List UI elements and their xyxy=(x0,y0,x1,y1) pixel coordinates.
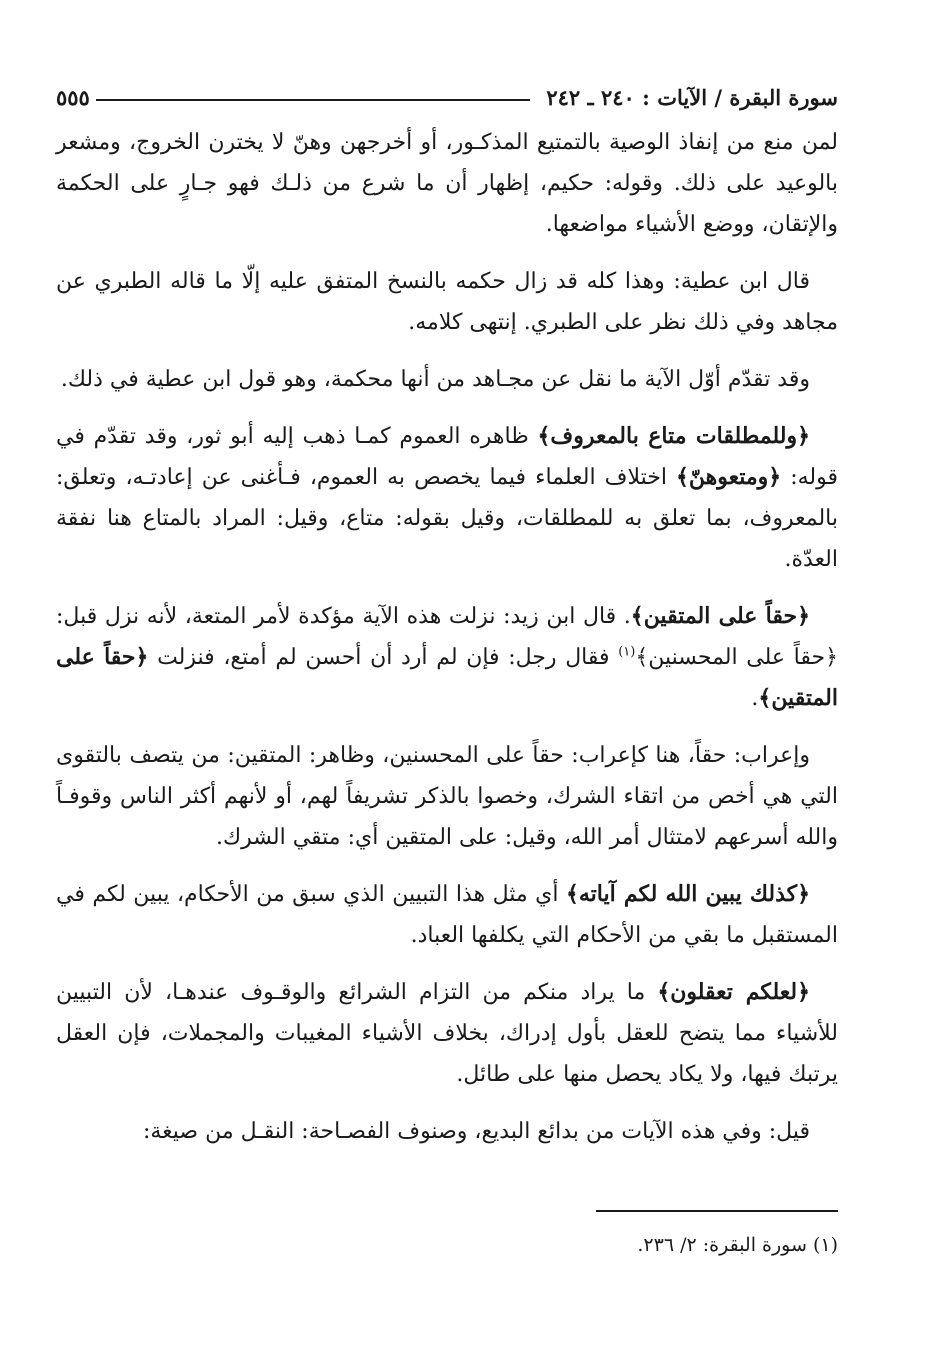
paragraph xyxy=(56,359,838,400)
surah-verses-title: سورة البقرة / الآيات : ٢٤٠ ـ ٢٤٢ xyxy=(536,85,838,110)
quran-quote: ﴿كذلك يبين الله لكم آياته﴾ xyxy=(565,881,810,907)
text-run: ما يراد منكم من التزام الشرائع والوقـوف عندهـا، لأن التبيين للأشياء مما يتضح للعقل بأول إدراك، بخلاف الأشياء المغيبات والمجملات، فإن العقل يرتبك فيها، ولا يكاد يحصل منها على طائل. xyxy=(56,980,838,1087)
text-run: قال ابن عطية: وهذا كله قد زال حكمه بالنسخ المتفق عليه إلّا ما قاله الطبري عن مجاهد وفي ذلك نظر على الطبري. إنتهى كلامه. xyxy=(56,269,838,335)
text-run: فقال رجل: فإن لم أرد أن أحسن لم أمتع، فنزلت xyxy=(148,645,619,670)
quran-quote: ﴿حقاً على المتقين﴾ xyxy=(630,603,810,629)
quran-quote: ﴿وللمطلقات متاع بالمعروف﴾ xyxy=(537,423,810,449)
text-run: . قال ابن زيد: نزلت هذه الآية مؤكدة لأمر المتعة، لأنه نزل قبل: xyxy=(56,604,631,629)
text-run: أي مثل هذا التبيين الذي سبق من الأحكام، يبين لكم في المستقبل ما بقي من الأحكام التي يكلفها العباد. xyxy=(56,882,838,948)
paragraph xyxy=(56,261,838,343)
text-run: ظاهره العموم كمـا ذهب إليه أبو ثور، وقد تقدّم في قوله: xyxy=(56,424,838,490)
quran-quote: ﴿حقاً على المتقين﴾ xyxy=(56,644,838,711)
paragraph xyxy=(56,596,838,719)
header-rule xyxy=(96,99,531,101)
footnote: (١) سورة البقرة: ٢/ ٢٣٦. xyxy=(637,1234,838,1256)
paragraph xyxy=(56,122,838,245)
body-text xyxy=(56,122,838,1152)
page-number: ٥٥٥ xyxy=(56,85,90,110)
text-run: وإعراب: حقاً، هنا كإعراب: حقاً على المحسنين، وظاهر: المتقين: من يتصف بالتقوى التي هي أخص من اتقاء الشرك، وخصوا بالذكر تشريفاً لهم، أو لأنهم أكثر الناس وقوفـاً والله أسرعهم لامتثال أمر الله، وقيل: على المتقين أي: متقي الشرك. xyxy=(56,743,839,850)
text-run: اختلاف العلماء فيما يخصص به العموم، فـأغنى عن إعادتـه، وتعلق: بالمعروف، بما تعلق به للمطلقات، وقيل بقوله: متاع، وقيل: المراد بالمتاع هنا نفقة العدّة. xyxy=(56,465,838,572)
text-run: وقد تقدّم أوّل الآية ما نقل عن مجـاهد من أنها محكمة، وهو قول ابن عطية في ذلك. xyxy=(60,367,810,392)
text-run: قيل: وفي هذه الآيات من بدائع البديع، وصنوف الفصـاحة: النقـل من صيغة: xyxy=(142,1119,810,1144)
paragraph xyxy=(56,972,838,1095)
footnote-divider xyxy=(596,1210,838,1212)
text-run: ﴿حقاً على المحسنين﴾ xyxy=(635,645,838,670)
paragraph xyxy=(56,1111,838,1152)
text-run: . xyxy=(751,686,759,711)
footnote-reference: (١) xyxy=(618,644,636,660)
paragraph xyxy=(56,874,838,956)
book-page xyxy=(56,70,838,1300)
quran-quote: ﴿ومتعوهنّ﴾ xyxy=(676,464,782,490)
text-run: لمن منع من إنفاذ الوصية بالتمتيع المذكـور، أو أخرجهن وهنّ لا يخترن الخروج، ومشعر بالوعيد على ذلك. وقوله: حكيم، إظهار أن ما شرع من ذلـك فهو جـارٍ على الحكمة والإتقان، ووضع الأشياء مواضعها. xyxy=(56,130,838,237)
quran-quote: ﴿لعلكم تعقلون﴾ xyxy=(657,979,810,1005)
paragraph xyxy=(56,735,838,858)
paragraph xyxy=(56,416,838,580)
running-header xyxy=(56,70,838,110)
